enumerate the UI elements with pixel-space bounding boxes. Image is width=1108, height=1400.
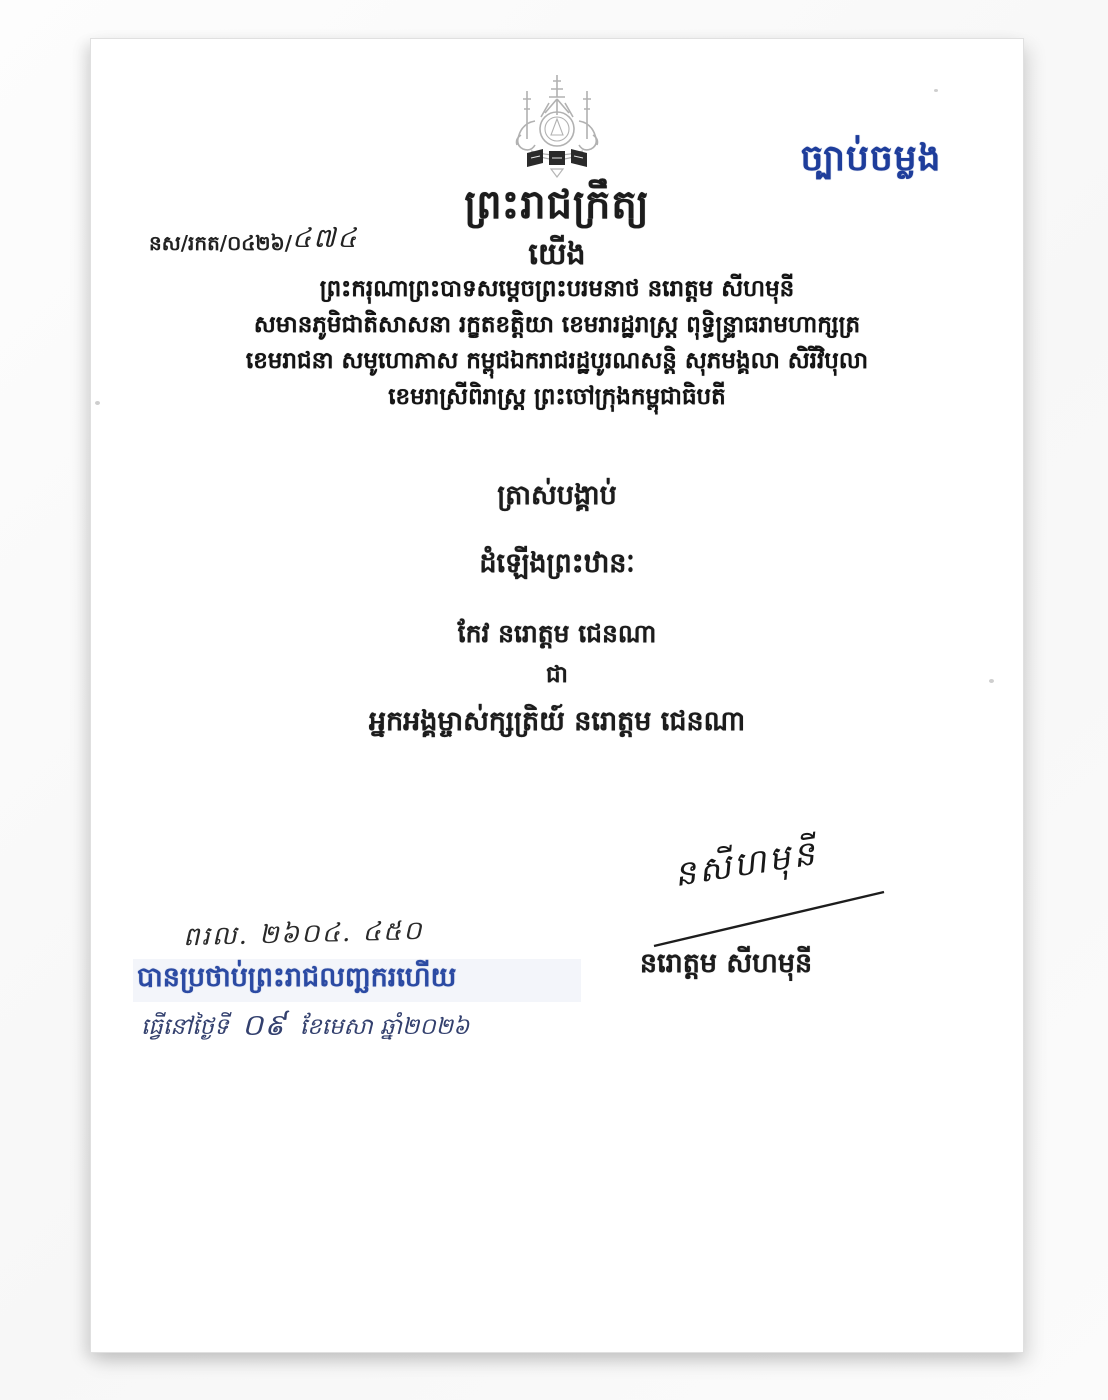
registry-handwritten-note: ពរល. ២៦០៤. ៤៥០ <box>182 916 425 953</box>
reference-printed: នស/រកត/០៤២៦/ <box>149 231 293 255</box>
royal-arms-of-cambodia-icon <box>497 69 617 187</box>
certified-copy-stamp: ច្បាប់ចម្លង <box>800 138 942 179</box>
as-word: ជា <box>546 662 568 688</box>
royal-signature <box>636 834 906 964</box>
order-heading: ត្រាស់បង្គាប់ <box>497 480 617 511</box>
date-suffix: ខែមេសា ឆ្នាំ២០២៦ <box>299 1014 470 1040</box>
royal-title-line: សមានភូមិជាតិសាសនា រក្ខតខត្តិយា ខេមរារដ្ឋរាស្ត្រ ពុទ្ធិន្ទ្រាធរាមហាក្សត្រ <box>253 312 861 338</box>
date-prefix: ធ្វើនៅថ្ងៃទី <box>141 1014 229 1040</box>
scan-speck <box>934 89 938 92</box>
signature-script: នសីហមុនី <box>671 832 821 896</box>
date-day-handwritten: ០៩ <box>241 1008 287 1043</box>
royal-seal-affixed-stamp: បានប្រថាប់ព្រះរាជលញ្ឆករហើយ <box>133 959 581 1002</box>
royal-honorific-block <box>91 271 1023 415</box>
royal-title-line: ខេមរាជនា សមូហោភាស កម្ពុជឯករាជរដ្ឋបូរណសន្តិ សុភមង្គលា សិរីវិបុលា <box>245 348 869 374</box>
royal-title-line: ព្រះករុណាព្រះបាទសម្តេចព្រះបរមនាថ នរោត្តម សីហមុនី <box>319 276 795 302</box>
royal-title-line: ខេមរាស្រីពិរាស្ត្រ ព្រះចៅក្រុងកម្ពុជាធិបតី <box>388 384 726 410</box>
reference-handwritten: ៤៧៤ <box>292 223 359 254</box>
new-title-line: អ្នកអង្គម្ចាស់ក្សត្រិយ៍ នរោត្តម ជេនណា <box>368 706 746 737</box>
subject-name-line: កែវ នរោត្តម ជេនណា <box>457 619 657 648</box>
decree-page <box>90 38 1024 1353</box>
decree-title: ព្រះរាជក្រឹត្យ <box>464 182 650 228</box>
scan-speck <box>989 679 994 683</box>
royal-we: យើង <box>528 237 586 272</box>
scan-speck <box>95 401 100 405</box>
date-line <box>141 1005 571 1049</box>
signer-name: នរោត្តម សីហមុនី <box>639 948 813 979</box>
promotion-heading: ដំឡើងព្រះឋានៈ <box>479 548 635 579</box>
